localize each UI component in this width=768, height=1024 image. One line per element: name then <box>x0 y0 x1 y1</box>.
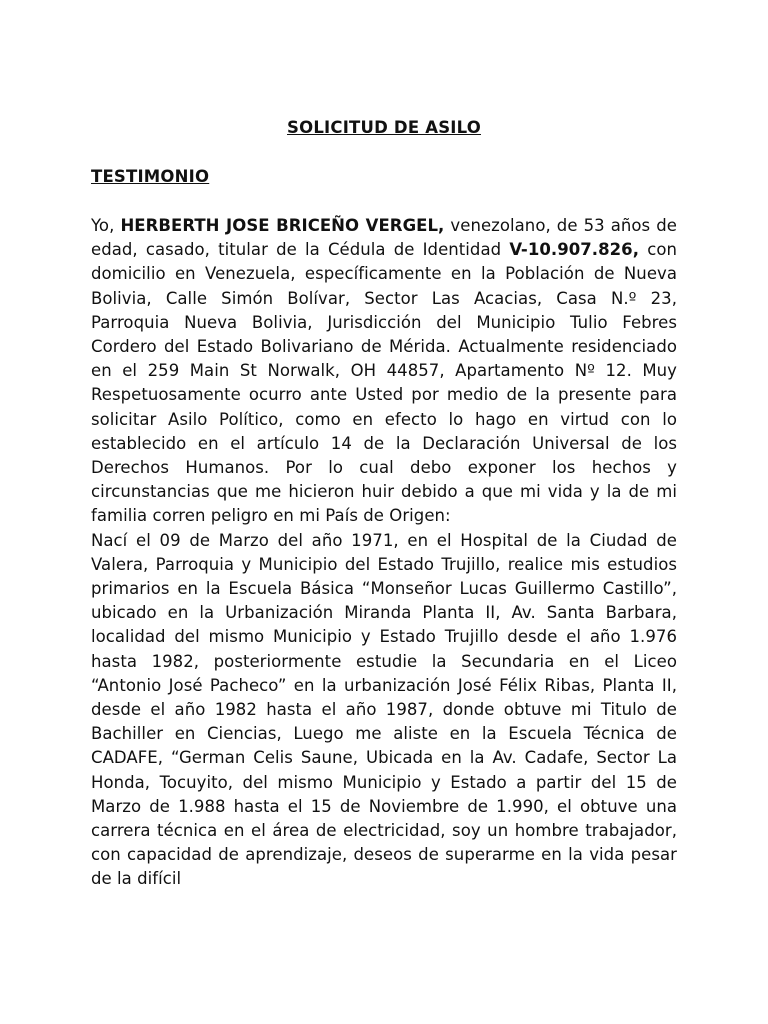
intro-text-middle: venezolano, de 53 años de edad, casado, titular de la Cédula de Identidad <box>91 216 677 260</box>
id-number: V-10.907.826, <box>509 240 640 260</box>
intro-text-start: Yo, <box>91 216 121 235</box>
section-heading-testimonio: TESTIMONIO <box>91 167 210 186</box>
paragraph-introduction <box>91 214 677 529</box>
paragraph-background: Nací el 09 de Marzo del año 1971, en el Hospital de la Ciudad de Valera, Parroquia y Municipio del Estado Trujillo, realice mis estudios primarios en la Escuela Básica “Monseñor Lucas Guillermo Castillo”, ubicado en la Urbanización Miranda Planta II, Av. Santa Barbara, localidad del mismo Municipio y Estado Trujillo desde el año 1.976 hasta 1982, posteriormente estudie la Secundaria en el Liceo “Antonio José Pacheco” en la urbanización José Félix Ribas, Planta II, desde el año 1982 hasta el año 1987, donde obtuve mi Titulo de Bachiller en Ciencias, Luego me aliste en la Escuela Técnica de CADAFE, “German Celis Saune, Ubicada en la Av. Cadafe, Sector La Honda, Tocuyito, del mismo Municipio y Estado a partir del 15 de Marzo de 1.988 hasta el 15 de Noviembre de 1.990, el obtuve una carrera técnica en el área de electricidad, soy un hombre trabajador, con capacidad de aprendizaje, deseos de superarme en la vida pesar de la difícil <box>91 530 677 889</box>
document-title: SOLICITUD DE ASILO <box>287 118 481 137</box>
intro-text-end: con domicilio en Venezuela, específicamente en la Población de Nueva Bolivia, Calle Simón Bolívar, Sector Las Acacias, Casa N.º 23, Parroquia Nueva Bolivia, Jurisdicción del Municipio Tulio Febres Cordero del Estado Bolivariano de Mérida. Actualmente residenciado en el 259 Main St Norwalk, OH 44857, Apartamento Nº 12. Muy Respetuosamente ocurro ante Usted por medio de la presente para solicitar Asilo Político, como en efecto lo hago en virtud con lo establecido en el artículo 14 de la Declaración Universal de los Derechos Humanos. Por lo cual debo exponer los hechos y circunstancias que me hicieron huir debido a que mi vida y la de mi familia corren peligro en mi País de Origen: <box>91 240 677 526</box>
applicant-name: HERBERTH JOSE BRICEÑO VERGEL, <box>120 216 445 235</box>
document-page <box>91 116 677 892</box>
